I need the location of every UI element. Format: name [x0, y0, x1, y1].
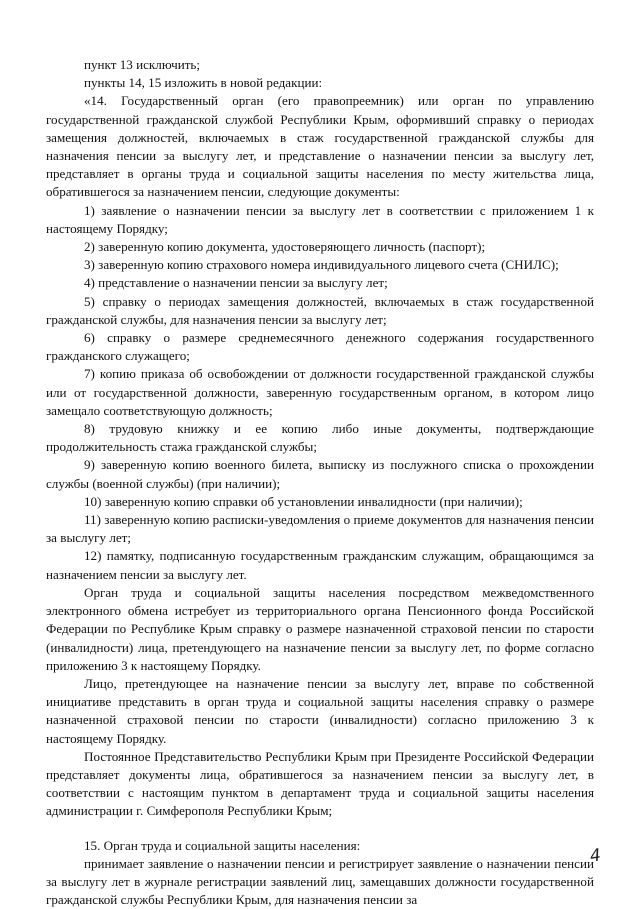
- paragraph-gap: [46, 821, 594, 837]
- list-item-8: 8) трудовую книжку и ее копию либо иные документы, подтверждающие продолжительность стажа гражданской службы;: [46, 421, 594, 455]
- paragraph-representation: Постоянное Представительство Республики Крым при Президенте Российской Федерации представляет документы лица, обратившегося за назначением пенсии за выслугу лет, в соответствии с настоящим пунктом в департамент труда и социальной защиты населения администрации г. Симферополя Республики Крым;: [46, 748, 594, 819]
- paragraph-item-13: пункт 13 исключить;: [84, 57, 201, 72]
- list-item-1: 1) заявление о назначении пенсии за выслугу лет в соответствии с приложением 1 к настоящему Порядку;: [46, 202, 594, 236]
- list-item-12: 12) памятку, подписанную государственным гражданским служащим, обращающимся за назначением пенсии за выслугу лет.: [46, 548, 594, 582]
- list-item-11: 11) заверенную копию расписки-уведомления о приеме документов для назначения пенсии за выслугу лет;: [46, 512, 594, 546]
- paragraph-pension-fund-request: Орган труда и социальной защиты населения посредством межведомственного электронного обмена истребует из территориального органа Пенсионного фонда Российской Федерации по Республике Крым справку о размере назначенной страховой пенсии по старости (инвалидности) лица, претендующего на назначение пенсии за выслугу лет, по форме согласно приложению 3 к настоящему Порядку.: [46, 584, 594, 673]
- paragraph-15-body: принимает заявление о назначении пенсии и регистрирует заявление о назначении пенсии за выслугу лет в журнале регистрации заявлений лиц, замещавших должности государственной гражданской службы Республики Крым, для назначения пенсии за: [46, 855, 594, 908]
- list-item-4: 4) представление о назначении пенсии за выслугу лет;: [84, 275, 388, 291]
- list-item-5: 5) справку о периодах замещения должностей, включаемых в стаж государственной гражданской службы, для назначения пенсии за выслугу лет;: [46, 293, 594, 327]
- paragraph-items-14-15: пункты 14, 15 изложить в новой редакции:: [84, 75, 323, 91]
- list-item-6: 6) справку о размере среднемесячного денежного содержания государственного гражданского служащего;: [46, 330, 594, 364]
- list-item-7: 7) копию приказа об освобождении от должности государственной гражданской службы или от государственной должности, заверенную государственным органом, в котором лицо замещало соответствующую должность;: [46, 366, 594, 418]
- document-page: [46, 56, 594, 909]
- list-item-9: 9) заверенную копию военного билета, выписку из послужного списка о прохождении службы (военной службы) (при наличии);: [46, 457, 594, 491]
- paragraph-15-heading: 15. Орган труда и социальной защиты населения:: [84, 837, 361, 853]
- list-item-3: 3) заверенную копию страхового номера индивидуального лицевого счета (СНИЛС);: [84, 257, 559, 273]
- list-item-10: 10) заверенную копию справки об установлении инвалидности (при наличии);: [84, 493, 523, 509]
- paragraph-own-initiative: Лицо, претендующее на назначение пенсии за выслугу лет, вправе по собственной инициативе представить в орган труда и социальной защиты населения справку о размере назначенной страховой пенсии по старости (инвалидности) согласно приложению 3 к настоящему Порядку.: [46, 675, 594, 746]
- paragraph-14-intro: «14. Государственный орган (его правопреемник) или орган по управлению государственной гражданской службой Республики Крым, оформивший справку о периодах замещения должностей, включаемых в стаж государственной гражданской службы для назначения пенсии за выслугу лет, и представление о назначении пенсии за выслугу лет, представляет в органы труда и социальной защиты населения по месту жительства лица, обратившегося за назначением пенсии, следующие документы:: [46, 93, 594, 200]
- page-number: 4: [588, 845, 603, 867]
- list-item-2: 2) заверенную копию документа, удостоверяющего личность (паспорт);: [84, 239, 486, 255]
